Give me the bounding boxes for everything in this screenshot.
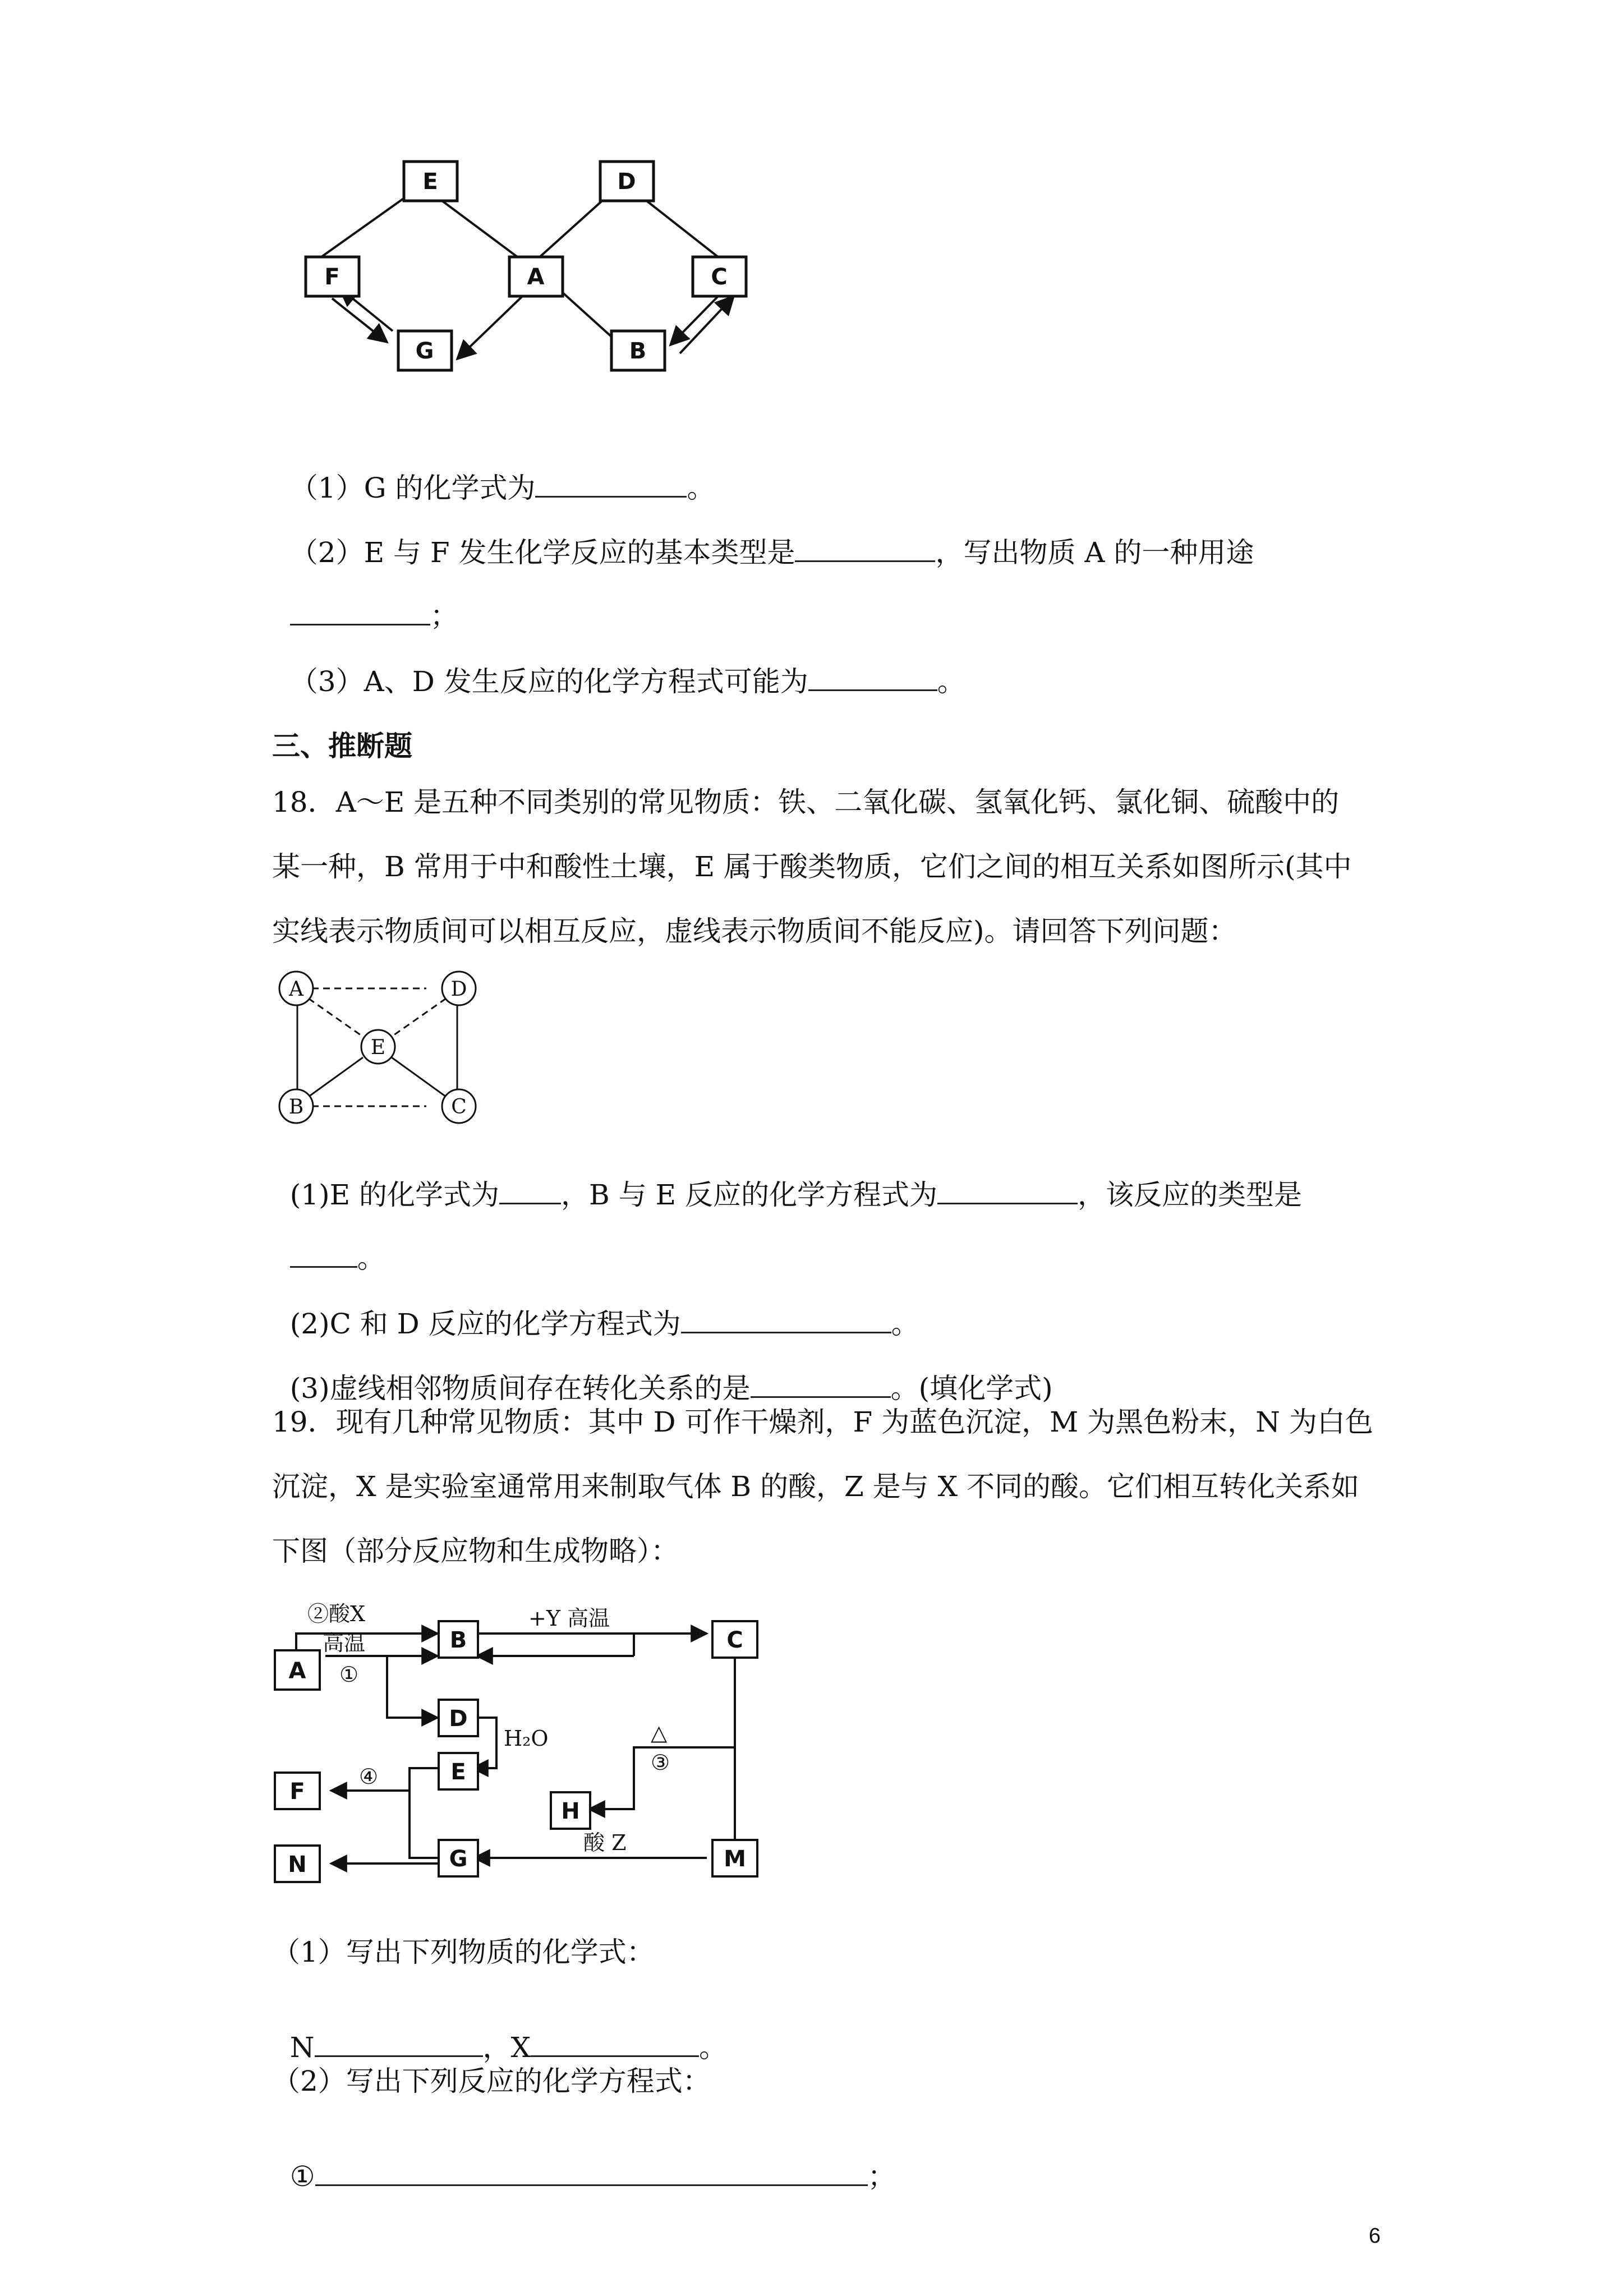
- q19-line1: 19．现有几种常见物质：其中 D 可作干燥剂，F 为蓝色沉淀，M 为黑色粉末，N 为白色: [272, 1406, 1373, 1438]
- q18-part3-text: (3)虚线相邻物质间存在转化关系的是: [289, 1372, 751, 1405]
- q18-part1-end: 。: [357, 1242, 385, 1274]
- q19-line2: 沉淀，X 是实验室通常用来制取气体 B 的酸，Z 是与 X 不同的酸。它们相互转化关系如: [272, 1470, 1360, 1503]
- q17-part1-text: （1）G 的化学式为: [289, 472, 536, 504]
- q18-line1: 18．A～E 是五种不同类别的常见物质：铁、二氧化碳、氢氧化钙、氯化铜、硫酸中的: [272, 786, 1340, 818]
- q18-node-e-label: E: [370, 1036, 386, 1059]
- q19-part1-x-blank[interactable]: [531, 2031, 699, 2057]
- q19-node-e-label: E: [450, 1759, 466, 1785]
- q19-part2-eq1: [272, 2132, 896, 2191]
- q19-node-f-label: F: [289, 1779, 305, 1805]
- section-heading: 三、推断题: [272, 730, 412, 762]
- q19-node-g-label: G: [449, 1846, 468, 1872]
- q19-line3: 下图（部分反应物和生成物略）：: [272, 1535, 679, 1567]
- q17-part2: [272, 508, 1254, 567]
- q18-part3-blank[interactable]: [751, 1372, 891, 1398]
- page-number: 6: [1369, 2224, 1381, 2248]
- q17-part2-end: ；: [430, 600, 458, 632]
- node-c-label: C: [711, 264, 728, 290]
- q19-part2-eq1-blank[interactable]: [315, 2160, 868, 2186]
- q17-part3-end: 。: [937, 665, 965, 698]
- q19-conversion-diagram: [269, 1588, 785, 1902]
- q19-part1-x-label: ，X: [482, 2031, 531, 2064]
- q18-line2: 某一种，B 常用于中和酸性土壤，E 属于酸类物质，它们之间的相互关系如图所示(其中: [272, 850, 1352, 883]
- q18-node-c-label: C: [451, 1096, 467, 1119]
- q19-node-a-label: A: [288, 1658, 306, 1684]
- node-a-label: A: [527, 264, 545, 290]
- q18-node-a-label: A: [289, 978, 303, 1001]
- node-d-label: D: [617, 169, 636, 195]
- node-g-label: G: [415, 338, 434, 364]
- q18-part1-text: (1)E 的化学式为: [289, 1179, 500, 1211]
- q17-part3: [272, 637, 965, 696]
- label-circle-4: ④: [359, 1764, 379, 1789]
- q17-part2-cont: [272, 571, 458, 630]
- q18-part1-mid1: ，B 与 E 反应的化学方程式为: [561, 1179, 937, 1211]
- q19-node-c-label: C: [726, 1627, 743, 1653]
- label-high-temp: 高温: [323, 1631, 366, 1655]
- node-b-label: B: [629, 338, 647, 364]
- q18-node-b-label: B: [288, 1096, 304, 1119]
- q19-part2-eq1-end: ；: [867, 2160, 896, 2193]
- q19-part2-eq1-label: ①: [289, 2160, 315, 2193]
- figure-eight-diagram: [297, 151, 774, 387]
- q19-part1-n-label: N: [289, 2031, 315, 2064]
- q17-part2-blank2[interactable]: [290, 599, 430, 625]
- q18-part3-end: 。(填化学式): [890, 1372, 1053, 1405]
- q19-node-h-label: H: [561, 1798, 580, 1824]
- q19-node-d-label: D: [449, 1706, 468, 1732]
- q18-part1-blank2[interactable]: [937, 1178, 1078, 1204]
- q18-part1: [272, 1150, 1302, 1209]
- node-e-label: E: [422, 169, 438, 195]
- q17-part1-blank[interactable]: [535, 471, 687, 498]
- q17-part3-text: （3）A、D 发生反应的化学方程式可能为: [289, 665, 808, 698]
- label-acid-z: 酸 Z: [583, 1830, 627, 1855]
- q18-part2-end: 。: [891, 1308, 919, 1340]
- q19-part1-answers: [272, 2003, 727, 2062]
- q19-part1-end: 。: [699, 2031, 728, 2064]
- label-delta: △: [651, 1720, 668, 1745]
- q18-line3: 实线表示物质间可以相互反应，虚线表示物质间不能反应)。请回答下列问题：: [272, 915, 1237, 947]
- q17-part2-mid: ，写出物质 A 的一种用途: [935, 536, 1254, 569]
- q18-part3: [272, 1343, 1053, 1405]
- q18-relationship-diagram: [264, 959, 488, 1128]
- q19-node-n-label: N: [288, 1852, 307, 1878]
- q19-part2: （2）写出下列反应的化学方程式：: [272, 2065, 711, 2097]
- q17-part2-blank1[interactable]: [795, 536, 935, 562]
- q18-part1-mid2: ，该反应的类型是: [1077, 1179, 1302, 1211]
- q19-part1: （1）写出下列物质的化学式：: [272, 1936, 655, 1968]
- label-h2o: H₂O: [504, 1726, 549, 1751]
- q18-part2-blank[interactable]: [681, 1307, 891, 1333]
- q19-part1-n-blank[interactable]: [315, 2031, 483, 2057]
- label-circle-3: ③: [651, 1750, 670, 1775]
- node-f-label: F: [324, 264, 340, 290]
- q18-node-d-label: D: [450, 978, 467, 1001]
- q18-part1-blank1[interactable]: [499, 1178, 561, 1204]
- q19-node-m-label: M: [724, 1846, 746, 1872]
- label-acid-x: ②酸X: [307, 1602, 366, 1626]
- q17-part1-end: 。: [687, 472, 715, 504]
- q19-node-b-label: B: [449, 1627, 467, 1653]
- q18-part1-cont: [272, 1213, 385, 1272]
- q17-part3-blank[interactable]: [808, 665, 937, 691]
- q18-part2-text: (2)C 和 D 反应的化学方程式为: [289, 1308, 681, 1340]
- label-circle-1: ①: [339, 1662, 359, 1687]
- label-y-high-temp: +Y 高温: [528, 1606, 610, 1631]
- q17-part2-text: （2）E 与 F 发生化学反应的基本类型是: [289, 536, 795, 569]
- q17-part1: [272, 443, 715, 502]
- q18-part2: [272, 1279, 919, 1338]
- q18-part1-blank3[interactable]: [290, 1241, 357, 1268]
